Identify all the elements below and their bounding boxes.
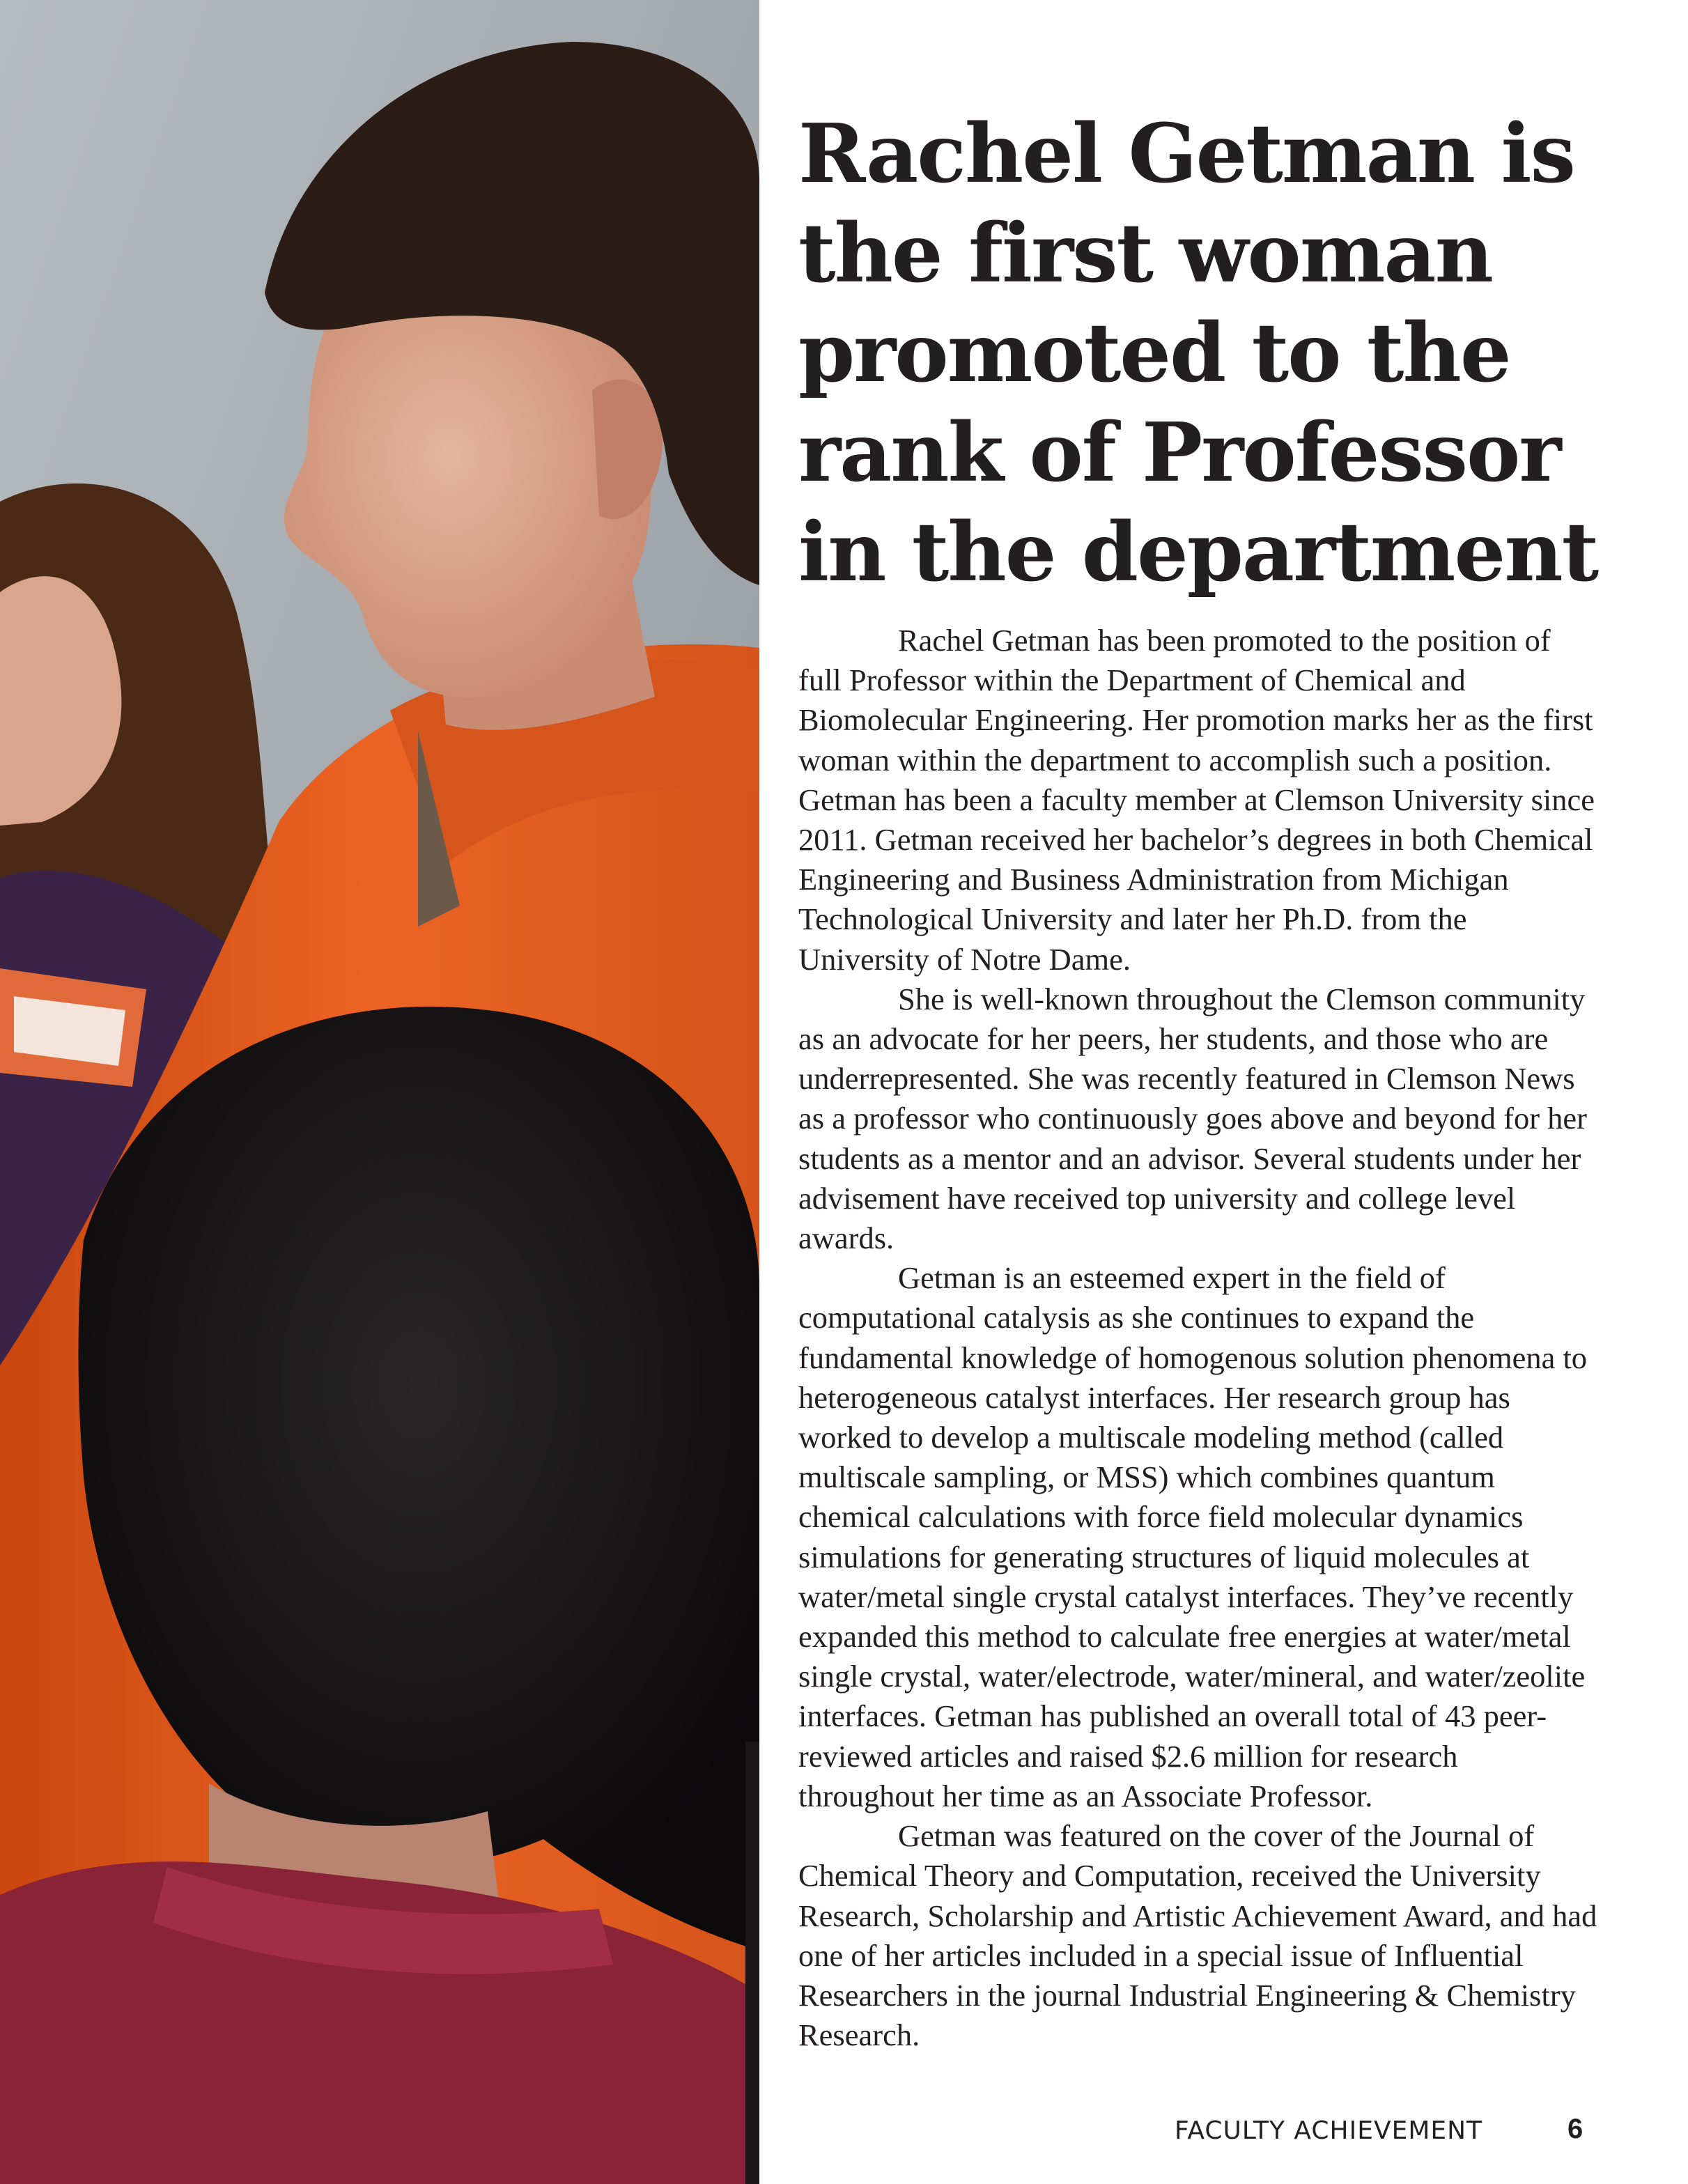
photo-students-icon [0,0,759,2184]
page-number: 6 [1567,2114,1584,2144]
article-body [798,621,1600,2055]
article-paragraph: Rachel Getman has been promoted to the position of full Professor within the Department of Chemical and Biomolecular Engineering. Her promotion marks her as the first woman within the department to accomplish such a position. Getman has been a faculty member at Clemson University since 2011. Getman received her bachelor’s degrees in both Chemical Engineering and Business Administration from Michigan Technological University and later her Ph.D. from the University of Notre Dame. [798,623,1595,977]
footer-section-label: FACULTY ACHIEVEMENT [1175,2116,1483,2145]
article-headline: Rachel Getman is the first woman promoted to the rank of Professor in the department [798,107,1598,600]
article-photo [0,0,759,2184]
article-paragraph: She is well-known throughout the Clemson community as an advocate for her peers, her students, and those who are underrepresented. She was recently featured in Clemson News as a professor who continuously goes above and beyond for her students as a mentor and an advisor. Several students under her advisement have received top university and college level awards. [798,981,1587,1256]
article-paragraph: Getman is an esteemed expert in the field of computational catalysis as she continues to expand the fundamental knowledge of homogenous solution phenomena to heterogeneous catalyst interfaces. Her research group has worked to develop a multiscale modeling method (called multiscale sampling, or MSS) which combines quantum chemical calculations with force field molecular dynamics simulations for generating structures of liquid molecules at water/metal single crystal catalyst interfaces. They’ve recently expanded this method to calculate free energies at water/metal single crystal, water/electrode, water/mineral, and water/zeolite interfaces. Getman has published an overall total of 43 peer-reviewed articles and raised $2.6 million for research throughout her time as an Associate Professor. [798,1260,1588,1813]
article [798,104,1600,2055]
article-paragraph: Getman was featured on the cover of the Journal of Chemical Theory and Computation, received the University Research, Scholarship and Artistic Achievement Award, and had one of her articles included in a special issue of Influential Researchers in the journal Industrial Engineering & Chemistry Research. [798,1818,1597,2053]
